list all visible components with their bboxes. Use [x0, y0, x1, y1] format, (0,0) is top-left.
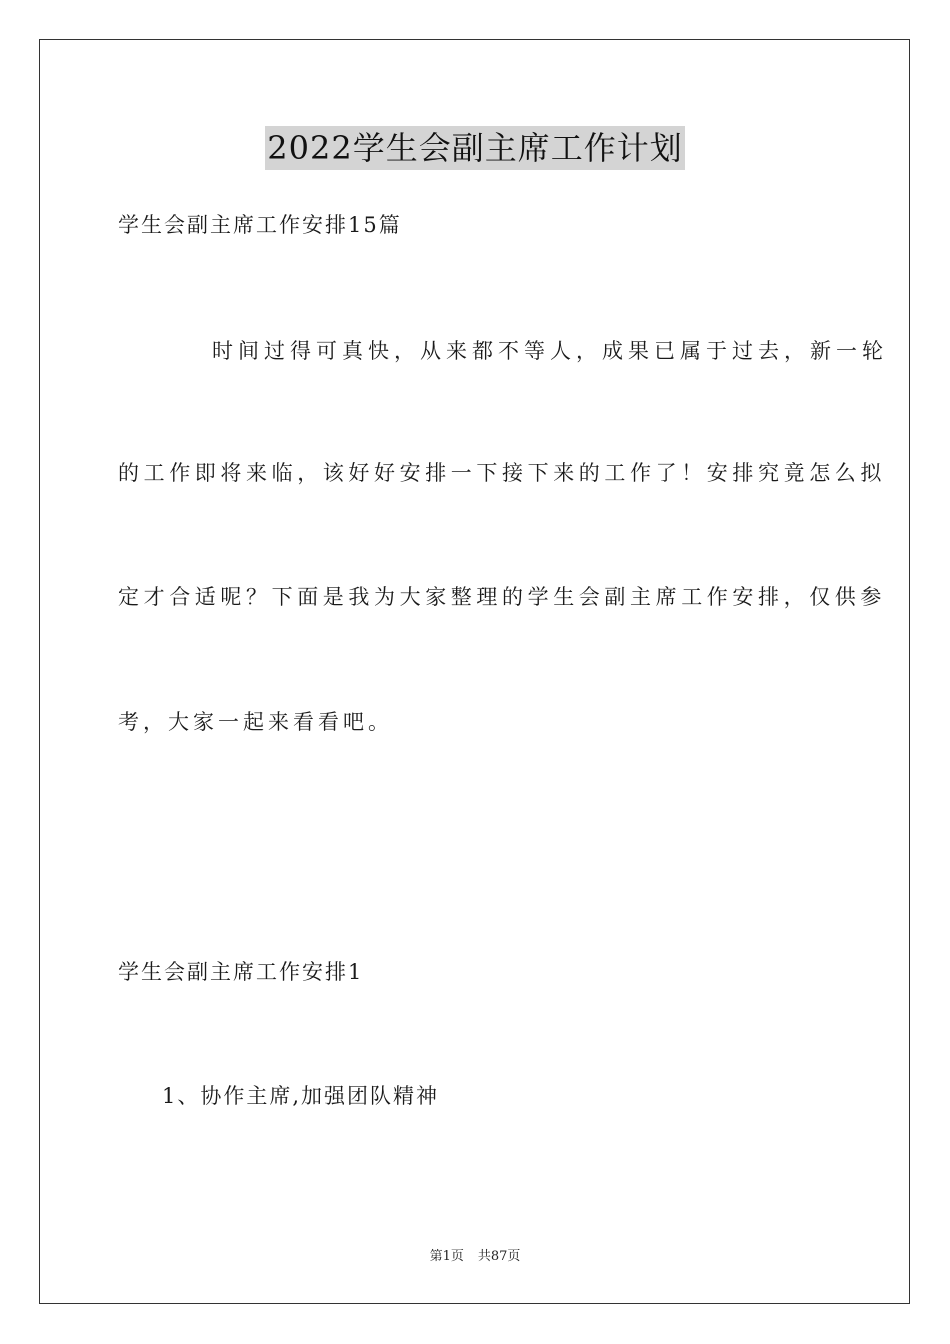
intro-paragraph-line-4: 考，大家一起来看看吧。: [118, 710, 393, 734]
intro-paragraph-line-2: 的工作即将来临，该好好安排一下接下来的工作了！安排究竟怎么拟: [118, 461, 886, 485]
document-title: 2022学生会副主席工作计划: [265, 126, 684, 170]
section-heading: 学生会副主席工作安排1: [118, 960, 364, 984]
page-footer: [0, 1248, 950, 1266]
intro-paragraph-line-1: 时间过得可真快，从来都不等人，成果已属于过去，新一轮: [212, 339, 888, 363]
page-number-total: 共87页: [477, 1249, 521, 1264]
document-subtitle: 学生会副主席工作安排15篇: [118, 213, 402, 237]
title-container: [0, 126, 950, 170]
list-item: 1、协作主席,加强团队精神: [162, 1084, 440, 1108]
intro-paragraph-line-3: 定才合适呢？下面是我为大家整理的学生会副主席工作安排，仅供参: [118, 585, 886, 609]
page-number-current: 第1页: [429, 1249, 464, 1264]
